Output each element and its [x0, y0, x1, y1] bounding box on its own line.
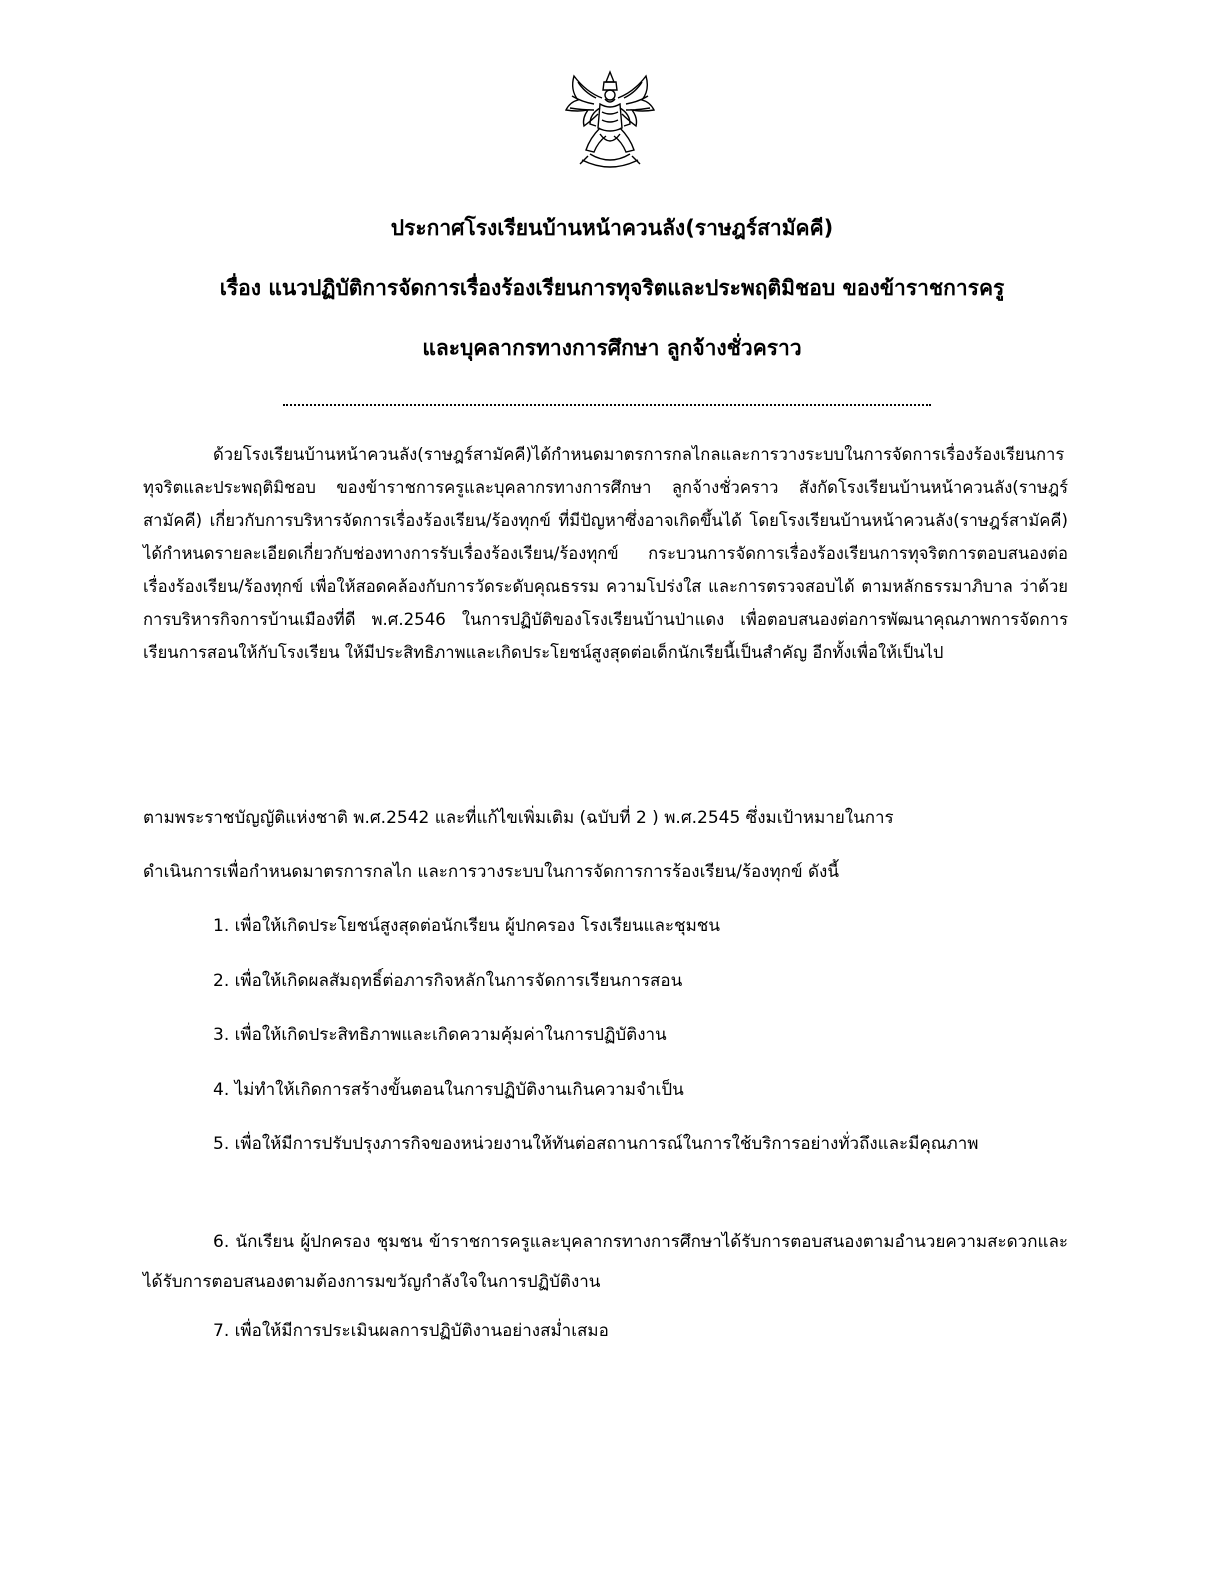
purpose-intro-line: ดำเนินการเพื่อกำหนดมาตรการกลไก และการวางระบบในการจัดการการร้องเรียน/ร้องทุกข์ ดังนี้: [143, 862, 839, 882]
list-item: 6. นักเรียน ผู้ปกครอง ชุมชน ข้าราชการครูและบุคลากรทางการศึกษาได้รับการตอบสนองตามอำนวยความสะดวกและได้รับการตอบสนองตามต้องการมขวัญกำลังใจในการปฏิบัติงาน: [143, 1232, 1068, 1292]
garuda-emblem-icon: [560, 68, 660, 174]
list-item: 4. ไม่ทำให้เกิดการสร้างขั้นตอนในการปฏิบัติงานเกินความจำเป็น: [213, 1080, 684, 1100]
announcement-title: [100, 208, 1124, 388]
list-item: 2. เพื่อให้เกิดผลสัมฤทธิ์ต่อภารกิจหลักในการจัดการเรียนการสอน: [213, 971, 683, 991]
list-item: 1. เพื่อให้เกิดประโยชน์สูงสุดต่อนักเรียน ผู้ปกครอง โรงเรียนและชุมชน: [213, 916, 720, 936]
title-line-2: เรื่อง แนวปฏิบัติการจัดการเรื่องร้องเรียนการทุจริตและประพฤติมิชอบ ของข้าราชการครู: [219, 276, 1005, 300]
law-reference-line: ตามพระราชบัญญัติแห่งชาติ พ.ศ.2542 และที่แก้ไขเพิ่มเติม (ฉบับที่ 2 ) พ.ศ.2545 ซึ่งมเป้าหมายในการ: [143, 808, 894, 828]
title-line-3: และบุคลากรทางการศึกษา ลูกจ้างชั่วคราว: [422, 336, 802, 360]
dotted-separator: [283, 393, 931, 413]
list-item: 7. เพื่อให้มีการประเมินผลการปฏิบัติงานอย่างสม่ำเสมอ: [213, 1321, 609, 1341]
title-line-1: ประกาศโรงเรียนบ้านหน้าควนลัง(ราษฎร์สามัคคี): [390, 216, 834, 240]
intro-paragraph: ด้วยโรงเรียนบ้านหน้าควนลัง(ราษฎร์สามัคคี)ได้กำหนดมาตรการกลไกลและการวางระบบในการจัดการเรื่องร้องเรียนการทุจริตและประพฤติมิชอบ ของข้าราชการครูและบุคลากรทางการศึกษา ลูกจ้างชั่วคราว สังกัดโรงเรียนบ้านหน้าควนลัง(ราษฎร์สามัคคี) เกี่ยวกับการบริหารจัดการเรื่องร้องเรียน/ร้องทุกข์ ที่มีปัญหาซึ่งอาจเกิดขึ้นได้ โดยโรงเรียนบ้านหน้าควนลัง(ราษฎร์สามัคคี) ได้กำหนดรายละเอียดเกี่ยวกับช่องทางการรับเรื่องร้องเรียน/ร้องทุกข์ กระบวนการจัดการเรื่องร้องเรียนการทุจริตการตอบสนองต่อเรื่องร้องเรียน/ร้องทุกข์ เพื่อให้สอดคล้องกับการวัดระดับคุณธรรม ความโปร่งใส และการตรวจสอบได้ ตามหลักธรรมาภิบาล ว่าด้วยการบริหารกิจการบ้านเมืองที่ดี พ.ศ.2546 ในการปฏิบัติของโรงเรียนบ้านป่าแดง เพื่อตอบสนองต่อการพัฒนาคุณภาพการจัดการเรียนการสอนให้กับโรงเรียน ให้มีประสิทธิภาพและเกิดประโยชน์สูงสุดต่อเด็กนักเรียนี้เป็นสำคัญ อีกทั้งเพื่อให้เป็นไป: [143, 445, 1068, 662]
list-item: 5. เพื่อให้มีการปรับปรุงภารกิจของหน่วยงานให้ทันต่อสถานการณ์ในการใช้บริการอย่างทั่วถึงและมีคุณภาพ: [213, 1134, 979, 1154]
list-item: 3. เพื่อให้เกิดประสิทธิภาพและเกิดความคุ้มค่าในการปฏิบัติงาน: [213, 1025, 667, 1045]
